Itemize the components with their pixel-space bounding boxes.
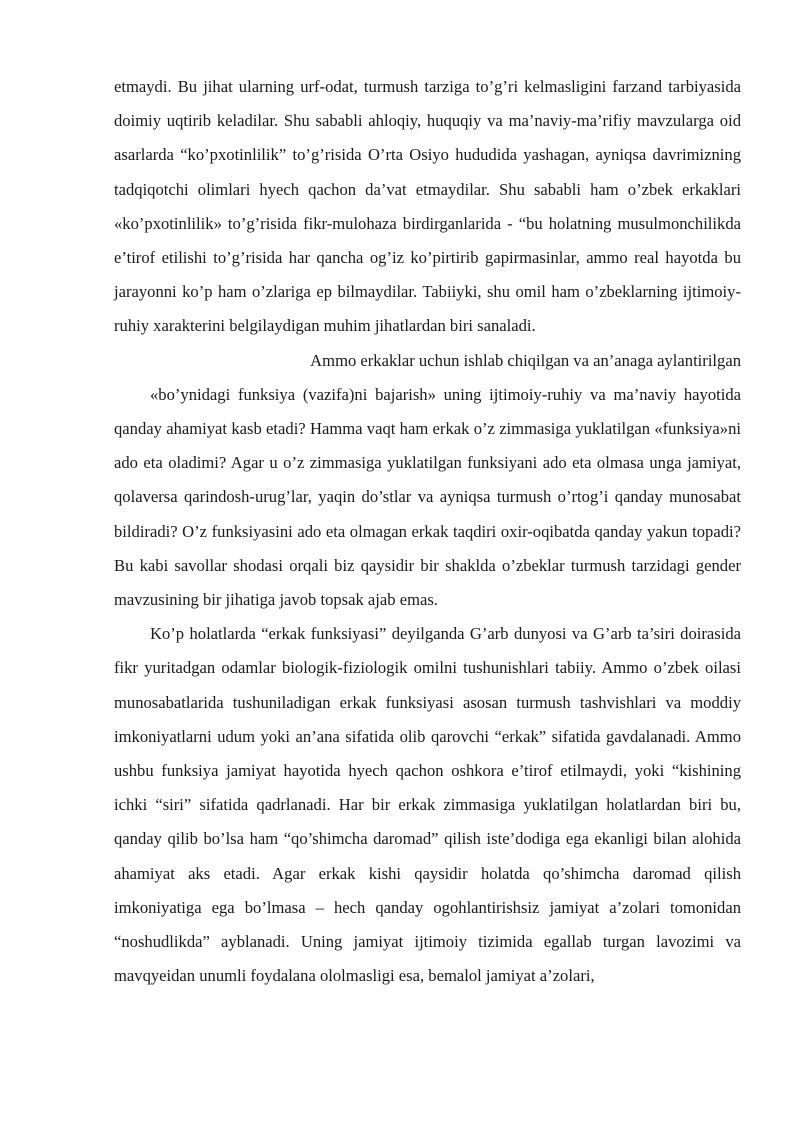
paragraph-2: Ammo erkaklar uchun ishlab chiqilgan va an’anaga aylantirilgan [310, 350, 741, 370]
paragraph-3: «bo’ynidagi funksiya (vazifa)ni bajarish» uning ijtimoiy-ruhiy va ma’naviy hayotida qanday ahamiyat kasb etadi? Hamma vaqt ham erkak o’z zimmasiga yuklatilgan «funksiya»ni ado eta oladimi? Agar u o’z zimmasiga yuklatilgan funksiyani ado eta olmasa unga jamiyat, qolaversa qarindosh-urug’lar, yaqin do’stlar va ayniqsa turmush o’rtog’i qanday munosabat bildiradi? O’z funksiyasini ado eta olmagan erkak taqdiri oxir-oqibatda qanday yakun topadi? Bu kabi savollar shodasi orqali biz qaysidir bir shaklda o’zbeklar turmush tarzidagi gender mavzusining bir jihatiga javob topsak ajab emas. [114, 384, 741, 610]
paragraph-4: Ko’p holatlarda “erkak funksiyasi” deyilganda G’arb dunyosi va G’arb ta’siri doirasida fikr yuritadgan odamlar biologik-fiziologik omilni tushunishlari tabiiy. Ammo o’zbek oilasi munosabatlarida tushuniladigan erkak funksiyasi asosan turmush tashvishlari va moddiy imkoniyatlarni udum yoki an’ana sifatida olib qarovchi “erkak” sifatida gavdalanadi. Ammo ushbu funksiya jamiyat hayotida hyech qachon oshkora e’tirof etilmaydi, yoki “kishining ichki “siri” sifatida qadrlanadi. Har bir erkak zimmasiga yuklatilgan holatlardan biri bu, qanday qilib bo’lsa ham “qo’shimcha daromad” qilish iste’dodiga ega ekanligi bilan alohida ahamiyat aks etadi. Agar erkak kishi qaysidir holatda qo’shimcha daromad qilish imkoniyatiga ega bo’lmasa – hech qanday ogohlantirishsiz jamiyat a’zolari tomonidan “noshudlikda” ayblanadi. Uning jamiyat ijtimoiy tizimida egallab turgan lavozimi va mavqyeidan unumli foydalana ololmasligi esa, bemalol jamiyat a’zolari, [114, 624, 741, 986]
paragraph-1: etmaydi. Bu jihat ularning urf-odat, turmush tarziga to’g’ri kelmasligini farzand tarbiyasida doimiy uqtirib keladilar. Shu sababli ahloqiy, huquqiy va ma’naviy-ma’rifiy mavzularga oid asarlarda “ko’pxotinlilik” to’g’risida O’rta Osiyo hududida yashagan, ayniqsa davrimizning tadqiqotchi olimlari hyech qachon da’vat etmaydilar. Shu sababli ham o’zbek erkaklari «ko’pxotinlilik» to’g’risida fikr-mulohaza birdirganlarida - “bu holatning musulmonchilikda e’tirof etilishi to’g’risida har qancha og’iz ko’pirtirib gapirmasinlar, ammo real hayotda bu jarayonni ko’p ham o’zlariga ep bilmaydilar. Tabiiyki, shu omil ham o’zbeklarning ijtimoiy-ruhiy xarakterini belgilaydigan muhim jihatlardan biri sanaladi. [114, 77, 741, 336]
body-text [114, 70, 741, 993]
